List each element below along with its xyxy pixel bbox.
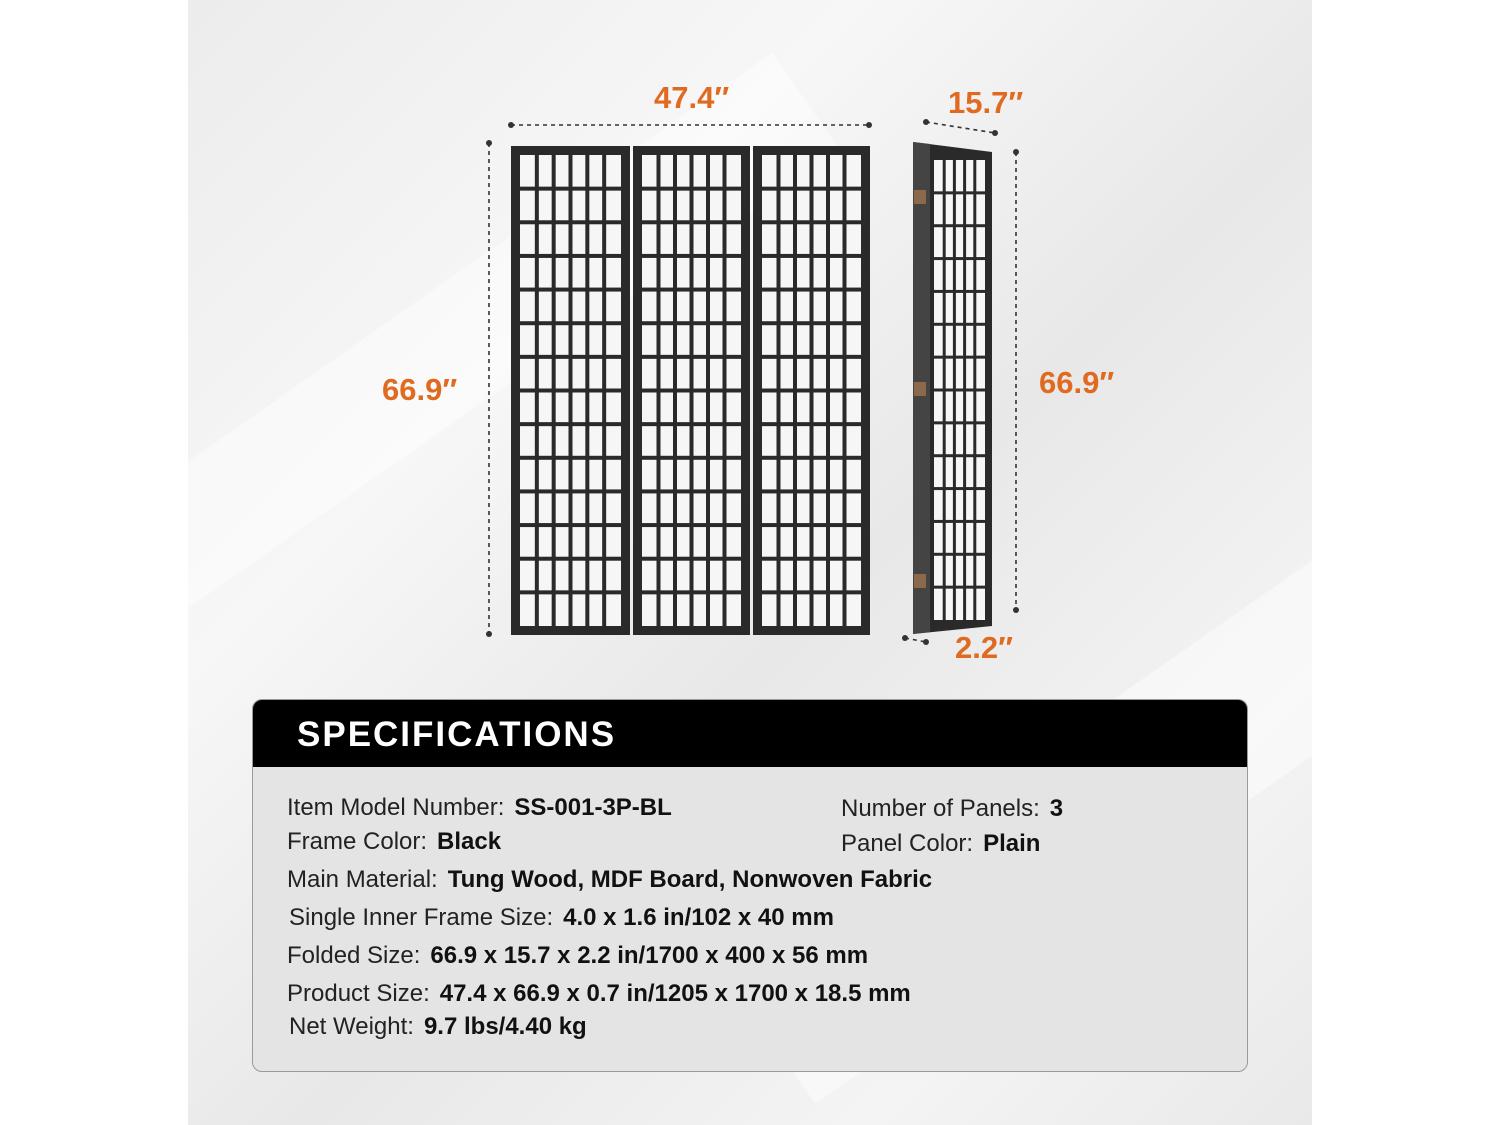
lattice-bar — [642, 389, 741, 393]
lattice-bar — [762, 489, 861, 493]
lattice-bar — [934, 586, 985, 589]
lattice-bar — [762, 321, 861, 325]
spec-material — [287, 866, 932, 894]
depth-dimension-line — [905, 638, 926, 642]
side-width-label: 15.7″ — [948, 85, 1024, 120]
lattice-bar — [762, 254, 861, 258]
lattice-bar — [642, 557, 741, 561]
hinge — [914, 382, 926, 396]
lattice-bar — [762, 523, 861, 527]
spec-folded-size — [287, 942, 868, 970]
lattice-bar — [520, 220, 621, 224]
spec-product-size — [287, 980, 911, 1008]
spec-value: 66.9 x 15.7 x 2.2 in/1700 x 400 x 56 mm — [430, 942, 869, 969]
specifications-panel — [252, 699, 1248, 1072]
lattice-bar — [762, 220, 861, 224]
lattice-bar — [642, 355, 741, 359]
lattice-bar — [934, 421, 985, 424]
lattice-bar — [520, 389, 621, 393]
lattice-bar — [934, 323, 985, 326]
front-view-screen — [511, 146, 870, 635]
lattice-bar — [642, 523, 741, 527]
hinge — [914, 574, 926, 588]
lattice-bar — [762, 187, 861, 191]
lattice-bar — [642, 321, 741, 325]
spec-value: 4.0 x 1.6 in/102 x 40 mm — [563, 904, 834, 931]
spec-label: Single Inner Frame Size: — [289, 904, 554, 931]
specifications-title: SPECIFICATIONS — [253, 700, 1247, 767]
spec-value: Black — [437, 828, 502, 855]
spec-label: Number of Panels: — [841, 795, 1040, 822]
spec-value: 9.7 lbs/4.40 kg — [423, 1013, 587, 1040]
front-height-label: 66.9″ — [382, 372, 458, 407]
spec-value: Tung Wood, MDF Board, Nonwoven Fabric — [447, 866, 933, 893]
lattice-bar — [520, 355, 621, 359]
side-height-label: 66.9″ — [1039, 365, 1115, 400]
lattice-bar — [934, 290, 985, 293]
lattice-bar — [934, 553, 985, 556]
lattice-bar — [762, 355, 861, 359]
spec-value: 47.4 x 66.9 x 0.7 in/1205 x 1700 x 18.5 mm — [439, 980, 911, 1007]
lattice-bar — [642, 590, 741, 594]
lattice-bar — [642, 187, 741, 191]
spec-value: Plain — [983, 830, 1041, 857]
lattice-bar — [520, 456, 621, 460]
lattice-bar — [762, 456, 861, 460]
spec-inner-frame — [289, 904, 834, 932]
lattice-bar — [642, 456, 741, 460]
lattice-bar — [934, 191, 985, 194]
spec-label: Main Material: — [287, 866, 438, 893]
lattice-bar — [934, 257, 985, 260]
lattice-bar — [520, 557, 621, 561]
lattice-bar — [520, 321, 621, 325]
spec-panels — [841, 795, 1063, 823]
spec-value: 3 — [1049, 795, 1064, 822]
lattice-bar — [642, 422, 741, 426]
lattice-bar — [642, 220, 741, 224]
spec-panel-color — [841, 830, 1040, 858]
spec-value: SS-001-3P-BL — [514, 794, 672, 821]
lattice-bar — [934, 454, 985, 457]
spec-label: Product Size: — [287, 980, 430, 1007]
lattice-bar — [520, 489, 621, 493]
side-view-screen — [913, 142, 992, 634]
spec-label: Panel Color: — [841, 830, 974, 857]
hinge — [914, 190, 926, 204]
spec-label: Item Model Number: — [287, 794, 505, 821]
lattice-bar — [934, 389, 985, 392]
lattice-bar — [642, 288, 741, 292]
spec-net-weight — [289, 1013, 587, 1041]
lattice-bar — [642, 489, 741, 493]
lattice-bar — [762, 422, 861, 426]
lattice-bar — [520, 288, 621, 292]
lattice-bar — [934, 224, 985, 227]
lattice-bar — [520, 187, 621, 191]
lattice-bar — [934, 520, 985, 523]
lattice-bar — [520, 523, 621, 527]
lattice-bar — [762, 590, 861, 594]
lattice-bar — [642, 254, 741, 258]
lattice-bar — [762, 557, 861, 561]
lattice-bar — [762, 288, 861, 292]
lattice-bar — [762, 389, 861, 393]
lattice-bar — [520, 422, 621, 426]
spec-label: Frame Color: — [287, 828, 428, 855]
side-width-dimension-line — [926, 122, 995, 133]
spec-label: Net Weight: — [289, 1013, 414, 1040]
spec-item-model — [287, 794, 672, 822]
lattice-bar — [934, 356, 985, 359]
lattice-bar — [520, 590, 621, 594]
side-depth-label: 2.2″ — [955, 630, 1013, 665]
lattice-bar — [520, 254, 621, 258]
spec-label: Folded Size: — [287, 942, 421, 969]
lattice-bar — [934, 487, 985, 490]
spec-frame-color — [287, 828, 501, 856]
front-width-label: 47.4″ — [654, 80, 730, 115]
